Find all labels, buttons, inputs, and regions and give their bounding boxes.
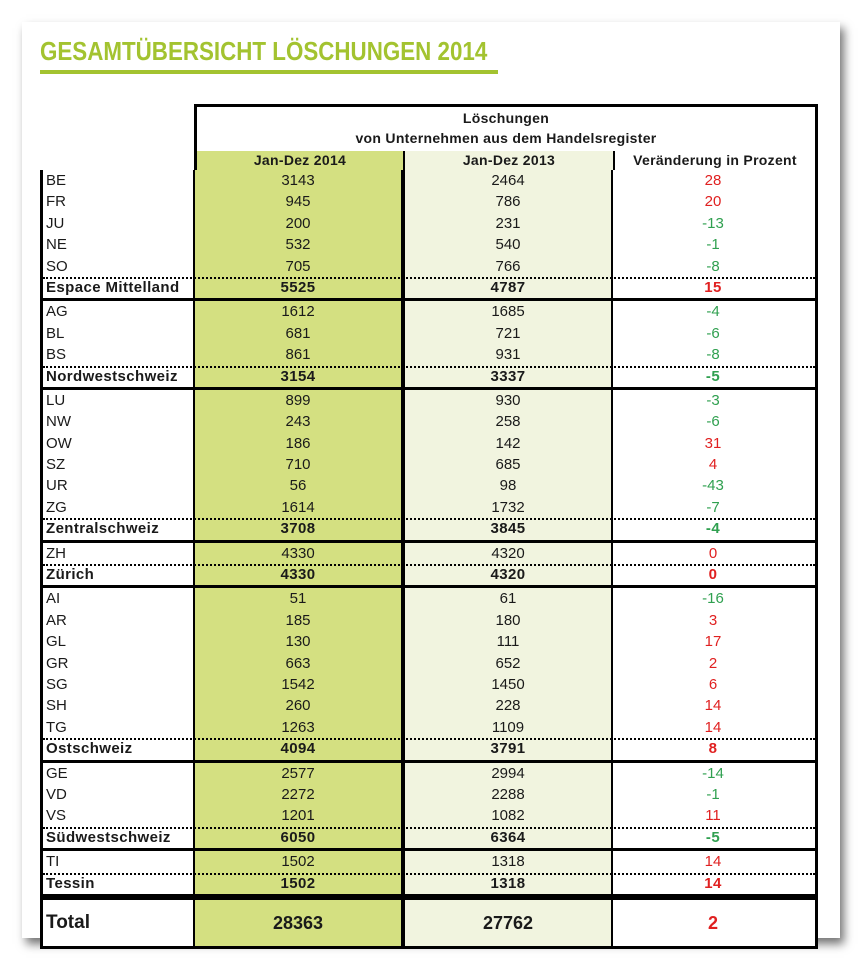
value-2014: 663 <box>285 654 311 672</box>
region-name: NE <box>46 236 67 254</box>
value-2013: 2464 <box>491 172 525 189</box>
region-group <box>40 390 818 543</box>
value-2013: 142 <box>495 434 521 452</box>
value-2014: 681 <box>285 324 311 342</box>
data-table <box>40 170 818 949</box>
region-name: Ostschweiz <box>46 740 133 758</box>
value-2013: 930 <box>495 391 521 409</box>
table-row <box>43 475 815 496</box>
value-2013: 3337 <box>490 367 526 385</box>
region-name: SH <box>46 697 67 715</box>
change-percent: -1 <box>706 785 720 803</box>
value-2014: 945 <box>285 193 311 211</box>
table-row <box>43 805 815 826</box>
subtotal-row <box>43 277 815 298</box>
change-percent: 17 <box>704 633 722 651</box>
value-2013: 685 <box>495 456 521 474</box>
value-2013: 4787 <box>490 278 526 296</box>
value-2013: 6364 <box>490 828 526 846</box>
region-name: GR <box>46 654 69 672</box>
value-2014: 56 <box>289 477 307 495</box>
table-row <box>43 191 815 212</box>
region-group <box>40 763 818 852</box>
dotted-separator <box>43 277 815 279</box>
value-2014: 861 <box>285 346 311 364</box>
value-2014: 6050 <box>280 828 316 846</box>
value-2014: 2272 <box>281 785 315 803</box>
value-2014: 3154 <box>280 367 316 385</box>
value-2013: 2994 <box>491 764 525 782</box>
change-percent: -14 <box>702 764 724 782</box>
value-2013: 786 <box>495 193 521 211</box>
table-row <box>43 170 815 191</box>
value-2013: 3845 <box>490 520 526 538</box>
region-name: VD <box>46 785 67 803</box>
change-percent: 28 <box>704 172 722 189</box>
table-row <box>43 674 815 695</box>
value-2013: 4320 <box>491 544 525 562</box>
column-header-change: Veränderung in Prozent <box>615 151 815 170</box>
region-group <box>40 851 818 897</box>
change-percent: 14 <box>704 697 722 715</box>
value-2014: 185 <box>285 611 311 629</box>
region-name: Tessin <box>46 874 95 892</box>
region-name: Zürich <box>46 566 95 584</box>
change-percent: -6 <box>706 324 720 342</box>
value-2014: 260 <box>285 697 311 715</box>
subtotal-row <box>43 738 815 759</box>
table-row <box>43 301 815 322</box>
region-name: Zentralschweiz <box>46 520 160 538</box>
change-percent: 14 <box>704 853 722 871</box>
change-percent: 14 <box>704 718 722 736</box>
change-percent: 15 <box>704 278 722 296</box>
column-header-2013: Jan-Dez 2013 <box>405 151 615 170</box>
table-row <box>43 411 815 432</box>
region-name: BL <box>46 324 65 342</box>
document-title: GESAMTÜBERSICHT LÖSCHUNGEN 2014 <box>40 36 488 66</box>
table-row <box>43 256 815 277</box>
region-group <box>40 588 818 762</box>
value-2013: 1732 <box>491 498 525 516</box>
value-2013: 180 <box>495 611 521 629</box>
value-2013: 3791 <box>490 740 526 758</box>
value-2014: 1502 <box>280 874 316 892</box>
table-row <box>43 695 815 716</box>
value-2013: 540 <box>495 236 521 254</box>
change-percent: -4 <box>705 520 721 538</box>
table-row <box>43 344 815 365</box>
region-name: NW <box>46 413 71 431</box>
dotted-separator <box>43 873 815 875</box>
value-2014: 1612 <box>281 303 315 321</box>
change-percent: -8 <box>706 346 720 364</box>
change-percent: 11 <box>705 807 721 825</box>
change-percent: 31 <box>704 434 722 452</box>
region-group <box>40 170 818 301</box>
region-name: Südwestschweiz <box>46 828 171 846</box>
region-name: GL <box>46 633 67 651</box>
value-2013: 1450 <box>491 675 525 693</box>
value-2013: 2288 <box>491 785 525 803</box>
total-group <box>40 897 818 949</box>
dotted-separator <box>43 518 815 520</box>
value-2013: 98 <box>499 477 517 495</box>
region-name: AR <box>46 611 67 629</box>
value-2013: 231 <box>495 214 521 232</box>
value-2014: 1201 <box>281 807 315 825</box>
table-row <box>43 763 815 784</box>
value-2014: 5525 <box>280 278 316 296</box>
change-percent: -7 <box>706 498 720 516</box>
value-2014: 705 <box>285 257 311 275</box>
table-row <box>43 234 815 255</box>
table-header <box>194 104 818 170</box>
header-title-line2: von Unternehmen aus dem Handelsregister <box>355 130 657 146</box>
value-2013: 652 <box>495 654 521 672</box>
region-group <box>40 543 818 589</box>
value-2013: 766 <box>495 257 521 275</box>
table-row <box>43 433 815 454</box>
change-percent: -43 <box>702 477 724 495</box>
change-percent: -13 <box>702 214 724 232</box>
region-name: TG <box>46 718 67 736</box>
value-2014: 51 <box>289 590 307 608</box>
change-percent: -1 <box>706 236 720 254</box>
change-percent: 2 <box>708 654 718 672</box>
table-row <box>43 588 815 609</box>
change-percent: 3 <box>708 611 718 629</box>
value-2013: 258 <box>495 413 521 431</box>
subtotal-row <box>43 518 815 539</box>
total-row <box>43 900 815 946</box>
value-2014: 1542 <box>281 675 315 693</box>
table-row <box>43 784 815 805</box>
change-percent: 20 <box>704 193 722 211</box>
region-name: OW <box>46 434 72 452</box>
table-row <box>43 631 815 652</box>
subtotal-row <box>43 827 815 848</box>
region-name: BS <box>46 346 67 364</box>
region-name: JU <box>46 214 65 232</box>
region-group <box>40 301 818 390</box>
change-percent: 8 <box>708 740 718 758</box>
value-2013: 721 <box>495 324 521 342</box>
region-name: Nordwestschweiz <box>46 367 178 385</box>
value-2013: 1318 <box>491 853 525 871</box>
region-name: ZG <box>46 498 67 516</box>
region-name: VS <box>46 807 67 825</box>
subtotal-row <box>43 564 815 585</box>
value-2014: 1502 <box>281 853 315 871</box>
change-percent: -5 <box>705 828 721 846</box>
region-name: SG <box>46 675 68 693</box>
region-name: SZ <box>46 456 66 474</box>
value-2014: 243 <box>285 413 311 431</box>
change-percent: -8 <box>706 257 720 275</box>
change-percent: 4 <box>708 456 718 474</box>
table-row <box>43 497 815 518</box>
value-2014: 200 <box>285 214 311 232</box>
table-row <box>43 454 815 475</box>
value-2014: 130 <box>285 633 311 651</box>
region-name: UR <box>46 477 68 495</box>
value-2013: 61 <box>499 590 517 608</box>
value-2014: 532 <box>285 236 311 254</box>
change-percent: 0 <box>708 544 718 562</box>
region-name: Espace Mittelland <box>46 278 180 296</box>
dotted-separator <box>43 564 815 566</box>
region-name: Total <box>46 911 90 933</box>
table-row <box>43 323 815 344</box>
value-2014: 1263 <box>281 718 315 736</box>
value-2014: 2577 <box>281 764 315 782</box>
region-name: FR <box>46 193 66 211</box>
value-2014: 710 <box>285 456 311 474</box>
subtotal-row <box>43 873 815 894</box>
region-name: BE <box>46 172 67 189</box>
value-2013: 931 <box>495 346 521 364</box>
header-title-line1: Löschungen <box>462 110 550 126</box>
region-name: AG <box>46 303 68 321</box>
dotted-separator <box>43 827 815 829</box>
value-2014: 4330 <box>281 544 315 562</box>
value-2014: 3143 <box>281 172 315 189</box>
value-2014: 3708 <box>280 520 316 538</box>
title-underline <box>40 70 498 74</box>
change-percent: 6 <box>708 675 718 693</box>
table-row <box>43 213 815 234</box>
value-2013: 4320 <box>490 566 526 584</box>
value-2014: 899 <box>285 391 311 409</box>
region-name: SO <box>46 257 68 275</box>
change-percent: 14 <box>704 874 722 892</box>
value-2013: 1318 <box>490 874 526 892</box>
column-header-2014: Jan-Dez 2014 <box>197 151 405 170</box>
change-percent: -3 <box>706 391 720 409</box>
change-percent: -4 <box>706 303 720 321</box>
value-2013: 111 <box>496 633 520 651</box>
value-2014: 1614 <box>281 498 315 516</box>
value-2013: 228 <box>495 697 521 715</box>
change-percent: 0 <box>708 566 718 584</box>
table-row <box>43 390 815 411</box>
region-name: TI <box>46 853 60 871</box>
value-2014: 186 <box>285 434 311 452</box>
change-percent: -6 <box>706 413 720 431</box>
region-name: AI <box>46 590 61 608</box>
value-2013: 1685 <box>491 303 525 321</box>
change-percent: -16 <box>702 590 724 608</box>
value-2014: 4330 <box>280 566 316 584</box>
value-2013: 27762 <box>482 912 534 933</box>
dotted-separator <box>43 738 815 740</box>
dotted-separator <box>43 366 815 368</box>
value-2014: 28363 <box>272 912 324 933</box>
value-2013: 1109 <box>491 718 525 736</box>
table-row <box>43 851 815 872</box>
table-row <box>43 543 815 564</box>
value-2013: 1082 <box>491 807 525 825</box>
change-percent: 2 <box>707 912 718 933</box>
region-name: ZH <box>46 544 66 562</box>
change-percent: -5 <box>705 367 721 385</box>
value-2014: 4094 <box>280 740 316 758</box>
table-row <box>43 653 815 674</box>
region-name: GE <box>46 764 68 782</box>
table-row <box>43 610 815 631</box>
subtotal-row <box>43 366 815 387</box>
table-row <box>43 717 815 738</box>
region-name: LU <box>46 391 66 409</box>
